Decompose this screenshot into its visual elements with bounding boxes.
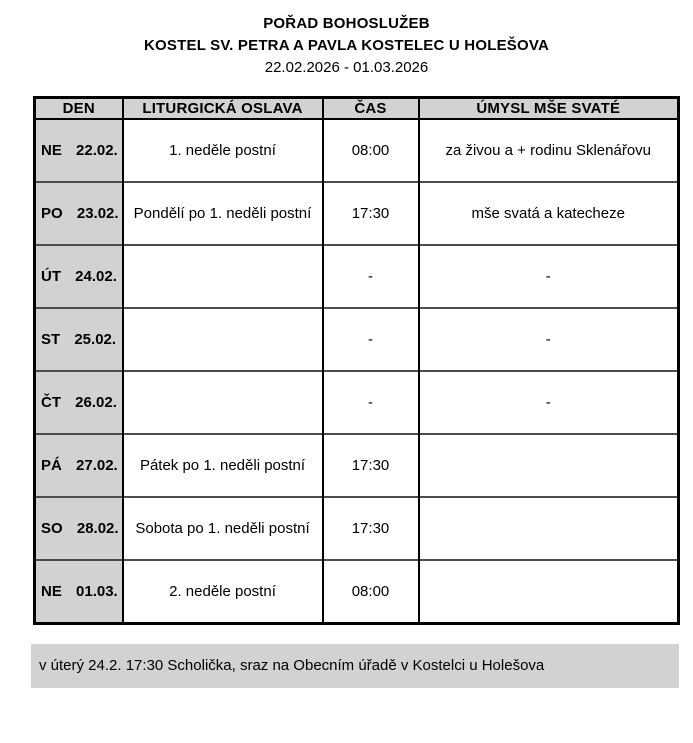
column-header-cas: ČAS — [323, 98, 419, 120]
table-row — [35, 560, 679, 623]
day-cell — [35, 182, 123, 245]
day-cell — [35, 560, 123, 623]
column-header-den: DEN — [35, 98, 123, 120]
celebration-cell — [123, 308, 323, 371]
day-date: 23.02. — [76, 205, 119, 222]
celebration-cell: Pátek po 1. neděli postní — [123, 434, 323, 497]
church-name: KOSTEL SV. PETRA A PAVLA KOSTELEC U HOLEŠOVA — [144, 37, 549, 54]
day-abbreviation: PÁ — [41, 457, 62, 474]
celebration-cell — [123, 371, 323, 434]
day-abbreviation: ST — [41, 331, 61, 348]
day-date: 25.02. — [74, 331, 117, 348]
celebration-cell: 2. neděle postní — [123, 560, 323, 623]
celebration-cell: Pondělí po 1. neděli postní — [123, 182, 323, 245]
celebration-cell: Sobota po 1. neděli postní — [123, 497, 323, 560]
column-header-umysl-mse-svate: ÚMYSL MŠE SVATÉ — [419, 98, 679, 120]
celebration-cell — [123, 245, 323, 308]
intention-cell — [419, 434, 679, 497]
time-cell: 17:30 — [323, 434, 419, 497]
intention-cell: - — [419, 371, 679, 434]
schedule-body — [35, 119, 679, 623]
time-cell: 17:30 — [323, 497, 419, 560]
table-header-row — [35, 98, 679, 120]
intention-cell — [419, 560, 679, 623]
document-header — [0, 0, 693, 79]
day-abbreviation: ČT — [41, 394, 61, 411]
table-row — [35, 434, 679, 497]
day-date: 27.02. — [76, 457, 118, 474]
table-row — [35, 182, 679, 245]
day-abbreviation: ÚT — [41, 268, 61, 285]
day-abbreviation: NE — [41, 582, 62, 600]
time-cell: - — [323, 308, 419, 371]
intention-cell: - — [419, 308, 679, 371]
day-cell — [35, 119, 123, 182]
day-date: 01.03. — [76, 582, 118, 600]
day-date: 22.02. — [76, 142, 118, 159]
day-abbreviation: NE — [41, 142, 62, 159]
day-abbreviation: SO — [41, 520, 63, 537]
time-cell: 08:00 — [323, 119, 419, 182]
time-cell: 17:30 — [323, 182, 419, 245]
day-date: 26.02. — [75, 394, 117, 411]
intention-cell: - — [419, 245, 679, 308]
intention-cell: mše svatá a katecheze — [419, 182, 679, 245]
table-row — [35, 497, 679, 560]
day-cell — [35, 245, 123, 308]
column-header-liturgicka-oslava: LITURGICKÁ OSLAVA — [123, 98, 323, 120]
time-cell: - — [323, 245, 419, 308]
footer-note: v úterý 24.2. 17:30 Scholička, sraz na Obecním úřadě v Kostelci u Holešova — [31, 644, 679, 688]
table-row — [35, 245, 679, 308]
day-cell — [35, 434, 123, 497]
day-cell — [35, 308, 123, 371]
date-range: 22.02.2026 - 01.03.2026 — [264, 59, 429, 76]
celebration-cell: 1. neděle postní — [123, 119, 323, 182]
table-row — [35, 119, 679, 182]
table-row — [35, 371, 679, 434]
time-cell: - — [323, 371, 419, 434]
day-cell — [35, 497, 123, 560]
day-abbreviation: PO — [41, 205, 63, 222]
table-row — [35, 308, 679, 371]
day-date: 28.02. — [76, 520, 119, 537]
day-cell — [35, 371, 123, 434]
intention-cell — [419, 497, 679, 560]
time-cell: 08:00 — [323, 560, 419, 623]
day-date: 24.02. — [75, 268, 117, 285]
page-title: POŘAD BOHOSLUŽEB — [263, 15, 430, 32]
intention-cell: za živou a + rodinu Sklenářovu — [419, 119, 679, 182]
schedule-table — [33, 96, 680, 625]
